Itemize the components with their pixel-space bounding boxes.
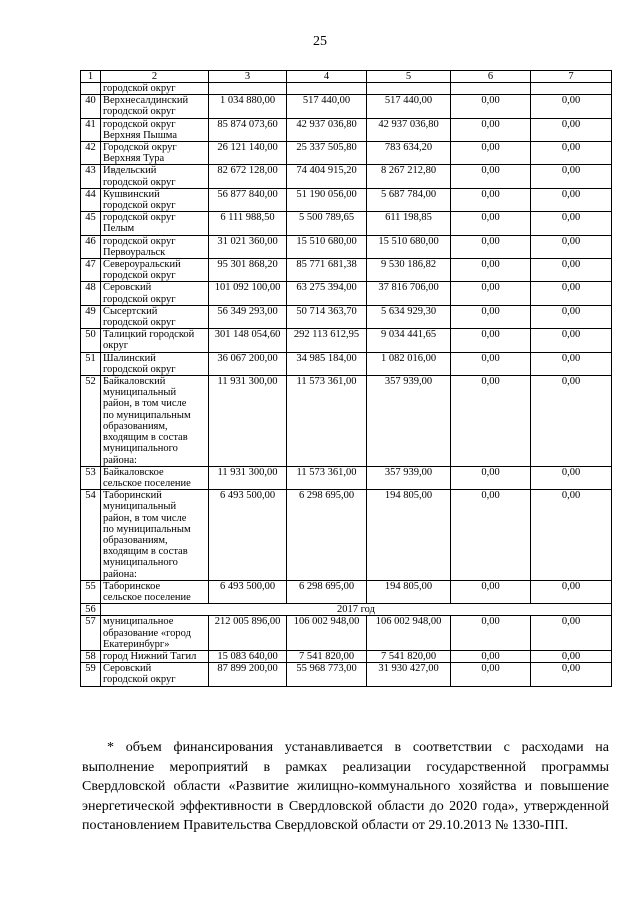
table-row bbox=[81, 305, 612, 328]
local-budget-cell: 42 937 036,80 bbox=[367, 118, 451, 141]
row-number-cell: 56 bbox=[81, 604, 101, 616]
table-row bbox=[81, 118, 612, 141]
row-number-cell: 58 bbox=[81, 650, 101, 662]
row-number-cell: 46 bbox=[81, 235, 101, 258]
row-number-cell: 50 bbox=[81, 329, 101, 352]
municipality-name-cell: городской округ bbox=[101, 83, 209, 95]
municipality-name-cell: Верхнесалдинский городской округ bbox=[101, 95, 209, 118]
local-budget-cell: 9 530 186,82 bbox=[367, 259, 451, 282]
municipality-name-cell: Байкаловское сельское поселение bbox=[101, 466, 209, 489]
footnote bbox=[82, 738, 609, 836]
header-col-5: 5 bbox=[367, 71, 451, 83]
column-6-cell: 0,00 bbox=[451, 188, 531, 211]
column-7-cell: 0,00 bbox=[531, 376, 612, 467]
table-row bbox=[81, 604, 612, 616]
row-number-cell: 55 bbox=[81, 580, 101, 603]
table-row bbox=[81, 235, 612, 258]
table-row bbox=[81, 259, 612, 282]
column-7-cell: 0,00 bbox=[531, 580, 612, 603]
municipality-name-cell: Серовский городской округ bbox=[101, 282, 209, 305]
header-col-1: 1 bbox=[81, 71, 101, 83]
total-amount-cell bbox=[209, 83, 287, 95]
column-7-cell: 0,00 bbox=[531, 142, 612, 165]
local-budget-cell: 37 816 706,00 bbox=[367, 282, 451, 305]
row-number-cell bbox=[81, 83, 101, 95]
total-amount-cell: 15 083 640,00 bbox=[209, 650, 287, 662]
regional-budget-cell: 6 298 695,00 bbox=[287, 580, 367, 603]
row-number-cell: 59 bbox=[81, 663, 101, 686]
column-6-cell: 0,00 bbox=[451, 95, 531, 118]
column-7-cell: 0,00 bbox=[531, 212, 612, 235]
row-number-cell: 48 bbox=[81, 282, 101, 305]
municipality-name-cell: Ивдельский городской округ bbox=[101, 165, 209, 188]
regional-budget-cell: 74 404 915,20 bbox=[287, 165, 367, 188]
footnote-text: * объем финансирования устанавливается в соответствии с расходами на выполнение мероприятий в рамках реализации государственной программы Свердловской области «Развитие жилищно-коммунального хозяйства и повышение энергетической эффективности в Свердловской области до 2020 года», утвержденной постановлением Правительства Свердловской области от 29.10.2013 № 1330-ПП. bbox=[82, 740, 609, 834]
column-6-cell: 0,00 bbox=[451, 490, 531, 581]
municipality-name-cell: Байкаловский муниципальный район, в том числе по муниципальным образованиям, входящим в состав муниципального района: bbox=[101, 376, 209, 467]
municipality-name-cell: город Нижний Тагил bbox=[101, 650, 209, 662]
municipality-name-cell: Таборинское сельское поселение bbox=[101, 580, 209, 603]
column-7-cell: 0,00 bbox=[531, 663, 612, 686]
table-row bbox=[81, 282, 612, 305]
column-7-cell: 0,00 bbox=[531, 235, 612, 258]
header-col-3: 3 bbox=[209, 71, 287, 83]
column-7-cell: 0,00 bbox=[531, 118, 612, 141]
table-row bbox=[81, 352, 612, 375]
page-number: 25 bbox=[313, 34, 327, 49]
column-7-cell: 0,00 bbox=[531, 466, 612, 489]
regional-budget-cell bbox=[287, 83, 367, 95]
total-amount-cell: 56 877 840,00 bbox=[209, 188, 287, 211]
local-budget-cell: 9 034 441,65 bbox=[367, 329, 451, 352]
column-7-cell: 0,00 bbox=[531, 95, 612, 118]
table-row bbox=[81, 580, 612, 603]
total-amount-cell: 87 899 200,00 bbox=[209, 663, 287, 686]
column-6-cell: 0,00 bbox=[451, 212, 531, 235]
table-header-row bbox=[81, 71, 612, 83]
municipality-name-cell: Североуральский городской округ bbox=[101, 259, 209, 282]
row-number-cell: 45 bbox=[81, 212, 101, 235]
column-6-cell: 0,00 bbox=[451, 235, 531, 258]
municipality-name-cell: Шалинский городской округ bbox=[101, 352, 209, 375]
municipality-name-cell: Городской округ Верхняя Тура bbox=[101, 142, 209, 165]
column-6-cell: 0,00 bbox=[451, 282, 531, 305]
table-row bbox=[81, 650, 612, 662]
column-6-cell: 0,00 bbox=[451, 580, 531, 603]
total-amount-cell: 31 021 360,00 bbox=[209, 235, 287, 258]
regional-budget-cell: 51 190 056,00 bbox=[287, 188, 367, 211]
column-7-cell bbox=[531, 83, 612, 95]
local-budget-cell: 7 541 820,00 bbox=[367, 650, 451, 662]
total-amount-cell: 56 349 293,00 bbox=[209, 305, 287, 328]
total-amount-cell: 26 121 140,00 bbox=[209, 142, 287, 165]
local-budget-cell: 106 002 948,00 bbox=[367, 616, 451, 651]
column-6-cell: 0,00 bbox=[451, 376, 531, 467]
local-budget-cell: 194 805,00 bbox=[367, 580, 451, 603]
table-row bbox=[81, 188, 612, 211]
header-col-6: 6 bbox=[451, 71, 531, 83]
row-number-cell: 49 bbox=[81, 305, 101, 328]
total-amount-cell: 95 301 868,20 bbox=[209, 259, 287, 282]
funding-table bbox=[80, 70, 612, 687]
column-7-cell: 0,00 bbox=[531, 352, 612, 375]
row-number-cell: 42 bbox=[81, 142, 101, 165]
column-6-cell: 0,00 bbox=[451, 305, 531, 328]
total-amount-cell: 6 493 500,00 bbox=[209, 580, 287, 603]
table-row bbox=[81, 616, 612, 651]
column-7-cell: 0,00 bbox=[531, 165, 612, 188]
local-budget-cell: 517 440,00 bbox=[367, 95, 451, 118]
regional-budget-cell: 55 968 773,00 bbox=[287, 663, 367, 686]
regional-budget-cell: 63 275 394,00 bbox=[287, 282, 367, 305]
column-6-cell: 0,00 bbox=[451, 329, 531, 352]
total-amount-cell: 1 034 880,00 bbox=[209, 95, 287, 118]
year-section-cell: 2017 год bbox=[101, 604, 612, 616]
row-number-cell: 47 bbox=[81, 259, 101, 282]
row-number-cell: 52 bbox=[81, 376, 101, 467]
table-row bbox=[81, 142, 612, 165]
total-amount-cell: 301 148 054,60 bbox=[209, 329, 287, 352]
column-7-cell: 0,00 bbox=[531, 616, 612, 651]
municipality-name-cell: Таборинский муниципальный район, в том числе по муниципальным образованиям, входящим в состав муниципального района: bbox=[101, 490, 209, 581]
column-6-cell: 0,00 bbox=[451, 118, 531, 141]
table-row bbox=[81, 212, 612, 235]
regional-budget-cell: 50 714 363,70 bbox=[287, 305, 367, 328]
total-amount-cell: 85 874 073,60 bbox=[209, 118, 287, 141]
row-number-cell: 44 bbox=[81, 188, 101, 211]
row-number-cell: 51 bbox=[81, 352, 101, 375]
regional-budget-cell: 6 298 695,00 bbox=[287, 490, 367, 581]
regional-budget-cell: 25 337 505,80 bbox=[287, 142, 367, 165]
total-amount-cell: 6 493 500,00 bbox=[209, 490, 287, 581]
municipality-name-cell: Сысертский городской округ bbox=[101, 305, 209, 328]
total-amount-cell: 6 111 988,50 bbox=[209, 212, 287, 235]
local-budget-cell: 783 634,20 bbox=[367, 142, 451, 165]
column-6-cell: 0,00 bbox=[451, 142, 531, 165]
regional-budget-cell: 34 985 184,00 bbox=[287, 352, 367, 375]
column-6-cell: 0,00 bbox=[451, 259, 531, 282]
row-number-cell: 53 bbox=[81, 466, 101, 489]
municipality-name-cell: городской округ Пелым bbox=[101, 212, 209, 235]
table-row bbox=[81, 490, 612, 581]
column-7-cell: 0,00 bbox=[531, 329, 612, 352]
regional-budget-cell: 106 002 948,00 bbox=[287, 616, 367, 651]
municipality-name-cell: Кушвинский городской округ bbox=[101, 188, 209, 211]
row-number-cell: 43 bbox=[81, 165, 101, 188]
regional-budget-cell: 517 440,00 bbox=[287, 95, 367, 118]
local-budget-cell bbox=[367, 83, 451, 95]
table-row bbox=[81, 329, 612, 352]
row-number-cell: 54 bbox=[81, 490, 101, 581]
header-col-7: 7 bbox=[531, 71, 612, 83]
funding-table-body bbox=[81, 71, 612, 687]
column-6-cell bbox=[451, 83, 531, 95]
table-row bbox=[81, 95, 612, 118]
municipality-name-cell: городской округ Верхняя Пышма bbox=[101, 118, 209, 141]
municipality-name-cell: Серовский городской округ bbox=[101, 663, 209, 686]
regional-budget-cell: 15 510 680,00 bbox=[287, 235, 367, 258]
total-amount-cell: 11 931 300,00 bbox=[209, 376, 287, 467]
regional-budget-cell: 42 937 036,80 bbox=[287, 118, 367, 141]
column-6-cell: 0,00 bbox=[451, 650, 531, 662]
local-budget-cell: 31 930 427,00 bbox=[367, 663, 451, 686]
column-7-cell: 0,00 bbox=[531, 305, 612, 328]
column-6-cell: 0,00 bbox=[451, 165, 531, 188]
regional-budget-cell: 7 541 820,00 bbox=[287, 650, 367, 662]
regional-budget-cell: 11 573 361,00 bbox=[287, 466, 367, 489]
row-number-cell: 40 bbox=[81, 95, 101, 118]
regional-budget-cell: 292 113 612,95 bbox=[287, 329, 367, 352]
table-row bbox=[81, 165, 612, 188]
total-amount-cell: 101 092 100,00 bbox=[209, 282, 287, 305]
regional-budget-cell: 11 573 361,00 bbox=[287, 376, 367, 467]
total-amount-cell: 36 067 200,00 bbox=[209, 352, 287, 375]
regional-budget-cell: 85 771 681,38 bbox=[287, 259, 367, 282]
local-budget-cell: 1 082 016,00 bbox=[367, 352, 451, 375]
column-7-cell: 0,00 bbox=[531, 490, 612, 581]
total-amount-cell: 212 005 896,00 bbox=[209, 616, 287, 651]
table-row bbox=[81, 83, 612, 95]
local-budget-cell: 611 198,85 bbox=[367, 212, 451, 235]
table-row bbox=[81, 663, 612, 686]
regional-budget-cell: 5 500 789,65 bbox=[287, 212, 367, 235]
total-amount-cell: 11 931 300,00 bbox=[209, 466, 287, 489]
municipality-name-cell: муниципальное образование «город Екатеринбург» bbox=[101, 616, 209, 651]
local-budget-cell: 194 805,00 bbox=[367, 490, 451, 581]
column-7-cell: 0,00 bbox=[531, 188, 612, 211]
column-6-cell: 0,00 bbox=[451, 663, 531, 686]
column-6-cell: 0,00 bbox=[451, 616, 531, 651]
local-budget-cell: 5 687 784,00 bbox=[367, 188, 451, 211]
local-budget-cell: 8 267 212,80 bbox=[367, 165, 451, 188]
header-col-4: 4 bbox=[287, 71, 367, 83]
row-number-cell: 57 bbox=[81, 616, 101, 651]
municipality-name-cell: городской округ Первоуральск bbox=[101, 235, 209, 258]
header-col-2: 2 bbox=[101, 71, 209, 83]
local-budget-cell: 5 634 929,30 bbox=[367, 305, 451, 328]
local-budget-cell: 357 939,00 bbox=[367, 376, 451, 467]
column-7-cell: 0,00 bbox=[531, 282, 612, 305]
total-amount-cell: 82 672 128,00 bbox=[209, 165, 287, 188]
column-7-cell: 0,00 bbox=[531, 259, 612, 282]
column-7-cell: 0,00 bbox=[531, 650, 612, 662]
local-budget-cell: 357 939,00 bbox=[367, 466, 451, 489]
column-6-cell: 0,00 bbox=[451, 352, 531, 375]
table-row bbox=[81, 376, 612, 467]
column-6-cell: 0,00 bbox=[451, 466, 531, 489]
local-budget-cell: 15 510 680,00 bbox=[367, 235, 451, 258]
municipality-name-cell: Талицкий городской округ bbox=[101, 329, 209, 352]
row-number-cell: 41 bbox=[81, 118, 101, 141]
table-row bbox=[81, 466, 612, 489]
